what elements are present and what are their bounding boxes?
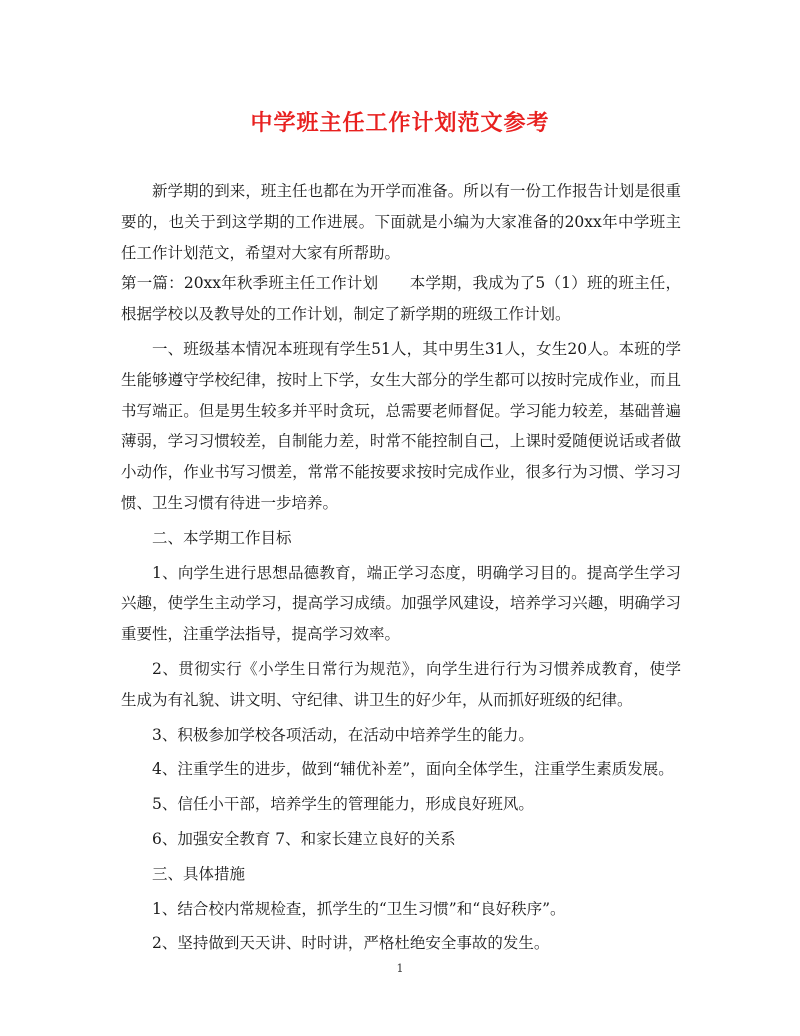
goal-item-3: 3、积极参加学校各项活动，在活动中培养学生的能力。 [152,725,534,744]
first-article-paragraph: 第一篇：20xx年秋季班主任工作计划 本学期，我成为了5（1）班的班主任，根据学校以及教导处的工作计划，制定了新学期的班级工作计划。 [121,274,681,324]
document-body [121,176,681,959]
measure-item-1: 1、结合校内常规检查，抓学生的“卫生习惯”和“良好秩序”。 [152,899,566,918]
section-heading-measures: 三、具体措施 [152,864,246,883]
goal-item-5: 5、信任小干部，培养学生的管理能力，形成良好班风。 [152,795,534,814]
goal-item-4: 4、注重学生的进步，做到“辅优补差”，面向全体学生，注重学生素质发展。 [152,760,674,779]
goal-item-1: 1、向学生进行思想品德教育，端正学习态度，明确学习目的。提高学生学习兴趣，使学生主动学习，提高学习成绩。加强学风建设，培养学习兴趣，明确学习重要性，注重学法指导，提高学习效率。 [121,563,681,644]
goal-item-6-7: 6、加强安全教育 7、和家长建立良好的关系 [152,829,456,848]
class-situation-paragraph: 一、班级基本情况本班现有学生51人，其中男生31人，女生20人。本班的学生能够遵守学校纪律，按时上下学，女生大部分的学生都可以按时完成作业，而且书写端正。但是男生较多并平时贪玩，总需要老师督促。学习能力较差，基础普遍薄弱，学习习惯较差，自制能力差，时常不能控制自己，上课时爱随便说话或者做小动作，作业书写习惯差，常常不能按要求按时完成作业，很多行为习惯、学习习惯、卫生习惯有待进一步培养。 [121,339,681,512]
measure-item-2: 2、坚持做到天天讲、时时讲，严格杜绝安全事故的发生。 [152,934,550,953]
page-number: 1 [396,962,404,975]
intro-paragraph: 新学期的到来，班主任也都在为开学而准备。所以有一份工作报告计划是很重要的，也关于到这学期的工作进展。下面就是小编为大家准备的20xx年中学班主任工作计划范文，希望对大家有所帮助。 [121,182,681,262]
goal-item-2: 2、贯彻实行《小学生日常行为规范》，向学生进行行为习惯养成教育，使学生成为有礼貌、讲文明、守纪律、讲卫生的好少年，从而抓好班级的纪律。 [121,659,681,709]
document-title: 中学班主任工作计划范文参考 [250,110,550,136]
section-heading-goals: 二、本学期工作目标 [152,528,292,547]
